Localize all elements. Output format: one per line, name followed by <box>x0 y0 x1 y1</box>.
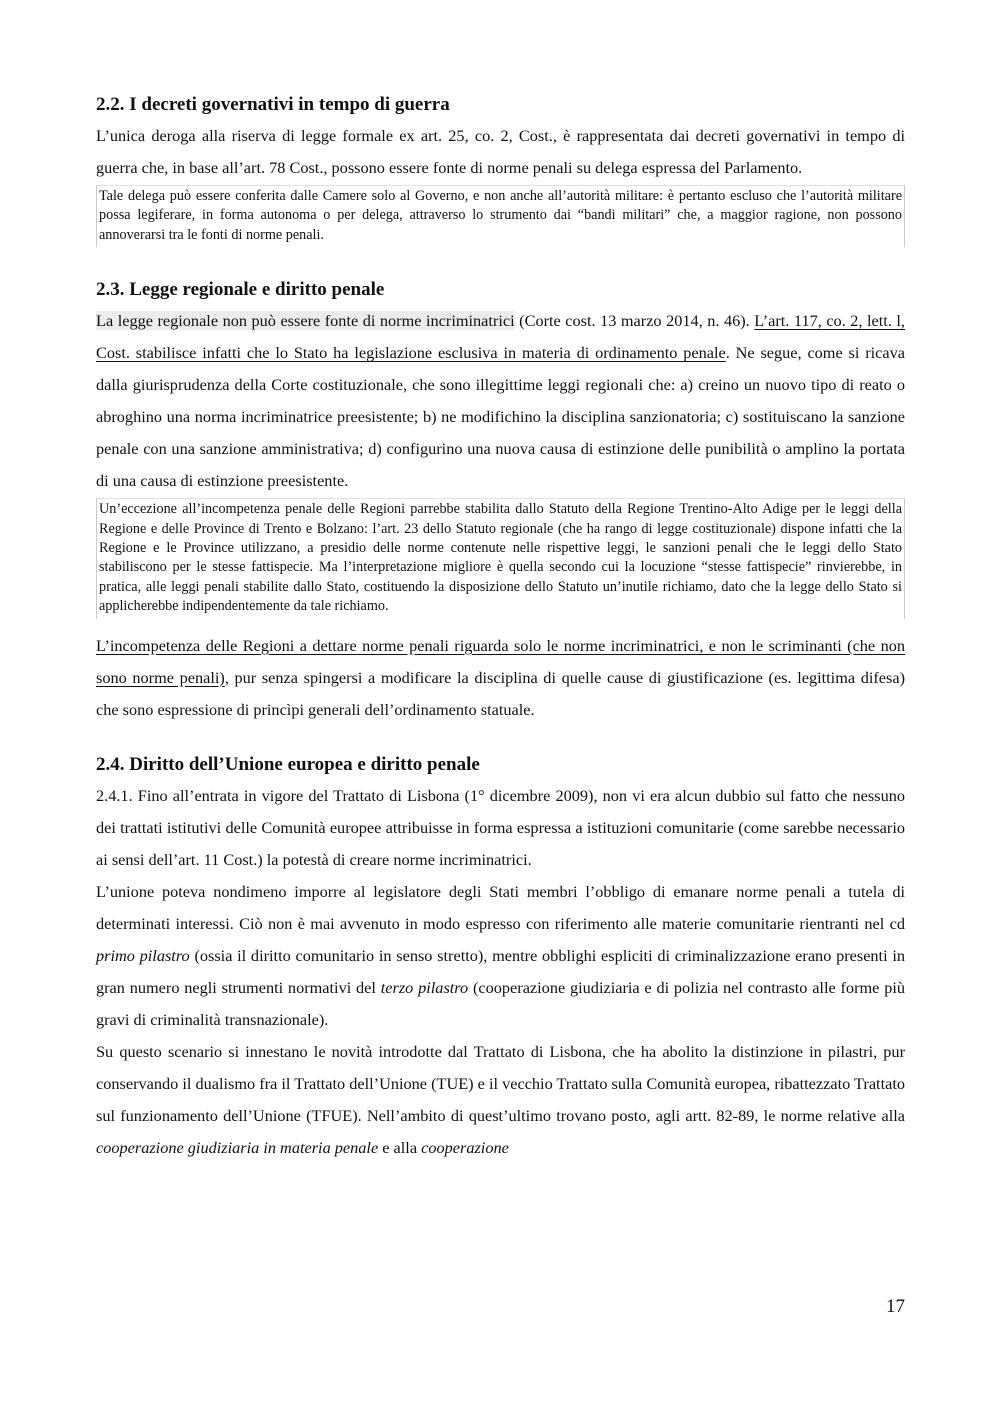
underlined-text: L’incompetenza delle Regioni a dettare norme penali riguarda solo le norme incriminatrici, e non le scriminanti (che non sono norme penali) <box>96 635 905 687</box>
paragraph-regional-incompetence <box>96 630 905 726</box>
italic-term: terzo pilastro <box>380 977 469 997</box>
paragraph-union-obligations <box>96 876 905 1036</box>
paragraph-lisbon-novelties <box>96 1036 905 1164</box>
italic-term: cooperazione giudiziaria in materia penale <box>96 1137 379 1157</box>
text-run: (cooperazione giudiziaria e di polizia nel contrasto alle forme più gravi di criminalità transnazionale). <box>96 977 905 1029</box>
italic-term: cooperazione <box>421 1137 509 1157</box>
section-heading-2-3: 2.3. Legge regionale e diritto penale <box>96 279 385 301</box>
spacer <box>96 726 905 752</box>
paragraph-continuation: , pur senza spingersi a modificare la disciplina di quelle cause di giustificazione (es. legittima difesa) che sono espressione di princìpi generali dell’ordinamento statuale. <box>96 667 906 719</box>
spacer <box>96 619 905 630</box>
document-page <box>96 92 905 1164</box>
section-heading-2-2: 2.2. I decreti governativi in tempo di guerra <box>96 94 450 115</box>
spacer <box>96 247 905 277</box>
page-number: 17 <box>886 1296 905 1317</box>
paragraph-lisbon-treaty: 2.4.1. Fino all’entrata in vigore del Trattato di Lisbona (1° dicembre 2009), non vi era alcun dubbio sul fatto che nessuno dei trattati istitutivi delle Comunità europee attribuisse in forma espressa a istituzioni comunitarie (come sarebbe necessario ai sensi dell’art. 11 Cost.) la potestà di creare norme incriminatrici. <box>96 785 905 869</box>
text-run: L’unione poteva nondimeno imporre al legislatore degli Stati membri l’obbligo di emanare norme penali a tutela di determinati interessi. Ciò non è mai avvenuto in modo espresso con riferimento alle materie comunitarie rientranti nel cd <box>96 881 905 933</box>
italic-term: primo pilastro <box>96 945 190 965</box>
text-run: (ossia il diritto comunitario in senso stretto), mentre obblighi espliciti di criminalizzazione erano presenti in gran numero negli strumenti normativi del <box>96 945 906 997</box>
underlined-text: L’art. 117, co. 2, lett. l, Cost. stabilisce infatti che lo Stato ha legislazione esclusiva in materia di ordinamento penale <box>96 311 905 363</box>
paragraph-regional-law <box>96 305 905 497</box>
text-run: e alla <box>378 1137 422 1157</box>
text-run: Su questo scenario si innestano le novità introdotte dal Trattato di Lisbona, che ha abolito la distinzione in pilastri, pur conservando il dualismo fra il Trattato dell’Unione (TUE) e il vecchio Trattato sulla Comunità europea, ribattezzato Trattato sul funzionamento dell’Unione (TFUE). Nell’ambito di quest’ultimo trovano posto, agli artt. 82-89, le norme relative alla <box>96 1041 905 1125</box>
highlighted-text: La legge regionale non può essere fonte di norme incriminatrici <box>96 311 515 331</box>
paragraph-continuation: . Ne segue, come si ricava dalla giurisprudenza della Corte costituzionale, che sono illegittime leggi regionali che: a) creino un nuovo tipo di reato o abroghino una norma incriminatrice preesistente; b) ne modifichino la disciplina sanzionatoria; c) sostituiscano la sanzione penale con una sanzione amministrativa; d) configurino una nuova causa di estinzione delle punibilità o amplino la portata di una causa di estinzione preesistente. <box>96 343 905 491</box>
note-box-trentino-alto-adige: Un’eccezione all’incompetenza penale delle Regioni parrebbe stabilita dallo Statuto della Regione Trentino-Alto Adige per le leggi della Regione e delle Province di Trento e Bolzano: l’art. 23 dello Statuto regionale (che ha rango di legge costituzionale) dispone infatti che la Regione e le Province utilizzano, a presidio delle norme contenute nelle rispettive leggi, le sanzioni penali che le leggi dello Stato stabiliscono per le stesse fattispecie. Ma l’interpretazione migliore è quella secondo cui la locuzione “stesse fattispecie” rinvierebbe, in pratica, alle leggi penali stabilite dallo Stato, costituendo la disposizione dello Statuto un’inutile richiamo, dato che la legge dello Stato si applicherebbe indipendentemente da tale richiamo. <box>96 498 905 618</box>
note-box-military-authority: Tale delega può essere conferita dalle Camere solo al Governo, e non anche all’autorità militare: è pertanto escluso che l’autorità militare possa legiferare, in forma autonoma o per delega, attraverso lo strumento dai “bandi militari” che, a maggior ragione, non possono annoverarsi tra le fonti di norme penali. <box>96 185 905 247</box>
case-citation: (Corte cost. 13 marzo 2014, n. 46). <box>514 311 755 331</box>
paragraph-war-decrees: L’unica deroga alla riserva di legge formale ex art. 25, co. 2, Cost., è rappresentata dai decreti governativi in tempo di guerra che, in base all’art. 78 Cost., possono essere fonte di norme penali su delega espressa del Parlamento. <box>96 126 905 177</box>
section-heading-2-4: 2.4. Diritto dell’Unione europea e diritto penale <box>96 753 480 775</box>
